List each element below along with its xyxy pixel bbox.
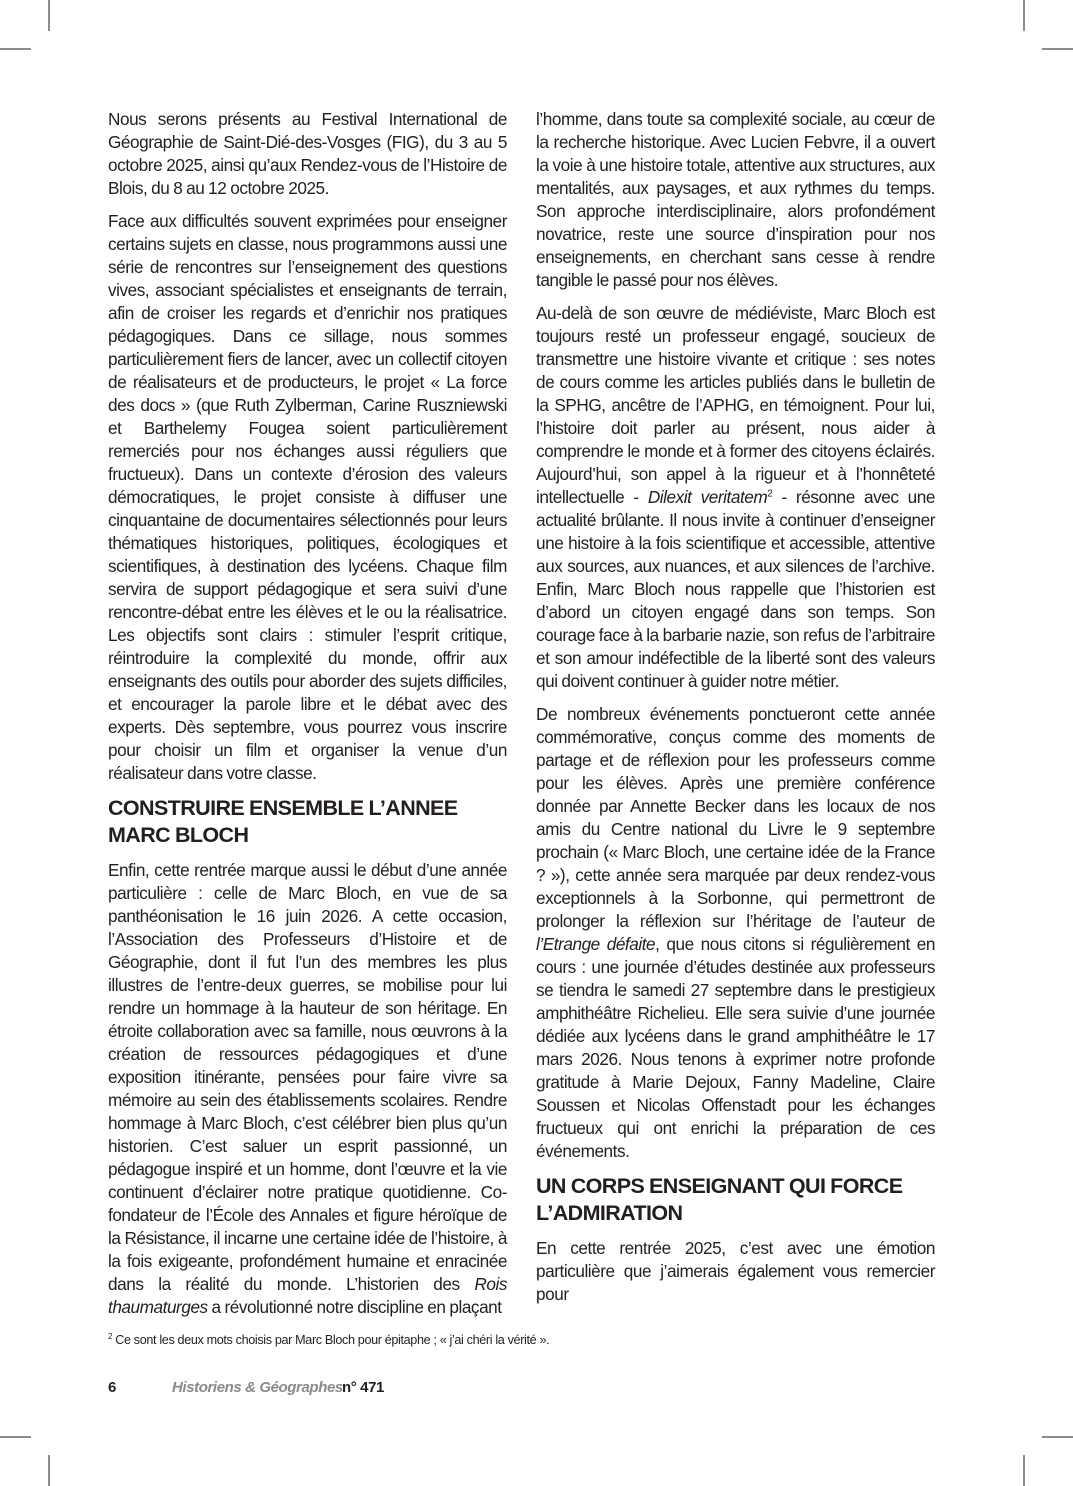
heading-line: CONSTRUIRE ENSEMBLE L’ANNEE <box>108 796 458 820</box>
footnote-reference[interactable]: 2 <box>767 488 773 500</box>
footnote-text: Ce sont les deux mots choisis par Marc Bloch pour épitaphe ; « j’ai chéri la vérité ». <box>112 1333 550 1347</box>
journal-title: Historiens & Géographes <box>172 1379 343 1396</box>
section-heading-corps-enseignant <box>536 1173 935 1227</box>
crop-mark <box>1023 1455 1025 1486</box>
italic-title-etrange-defaite: l’Etrange défaite <box>536 934 656 954</box>
paragraph-histoire-totale: l’homme, dans toute sa complexité sociale, au cœur de la recherche historique. Avec Lucien Febvre, il a ouvert la voie à une histoire totale, attentive aux structures, aux mentalités, aux paysages, et aux rythmes du temps. Son approche interdisciplinaire, alors profondément novatrice, reste une source d’inspiration pour nos enseignements, en cherchant sans cesse à rendre tangible le passé pour nos élèves. <box>536 109 935 290</box>
crop-mark <box>48 1455 50 1486</box>
crop-mark <box>0 1436 31 1438</box>
footnote <box>108 1333 549 1347</box>
paragraph-festivals: Nous serons présents au Festival International de Géographie de Saint-Dié-des-Vosges (FIG), du 3 au 5 octobre 2025, ainsi qu’aux Rendez-vous de l’Histoire de Blois, du 8 au 12 octobre 2025. <box>108 109 507 198</box>
crop-mark <box>1042 48 1073 50</box>
paragraph-evenements <box>536 703 935 1163</box>
text-run: Enfin, cette rentrée marque aussi le début d’une année particulière : celle de Marc Bloch, en vue de sa panthéonisation le 16 juin 2026. A cette occasion, l’Association des Professeurs d’Histoire et de Géographie, dont il fut l’un des membres les plus illustres de l’entre-deux guerres, se mobilise pour lui rendre un hommage à la hauteur de son héritage. En étroite collaboration avec sa famille, nous œuvrons à la création de ressources pédagogiques et d’une exposition itinérante, pensées pour faire vivre sa mémoire au sein des établissements scolaires. Rendre hommage à Marc Bloch, c’est célébrer bien plus qu’un historien. C’est saluer un esprit passionné, un pédagogue inspiré et un homme, dont l’œuvre et la vie continuent d’éclairer notre pratique quotidienne. Co-fondateur de l’École des Annales et figure héroïque de la Résistance, il incarne une certaine idée de l’histoire, à la fois exigeante, profondément humaine et enracinée dans la réalité du monde. L’historien des <box>108 860 507 1294</box>
crop-mark <box>48 0 50 31</box>
text-run: Au-delà de son œuvre de médiéviste, Marc Bloch est toujours resté un professeur engagé, soucieux de transmettre une histoire vivante et critique : ses notes de cours comme les articles publiés dans le bulletin de la SPHG, ancêtre de l’APHG, en témoignent. Pour lui, l’histoire doit parler au présent, nous aider à comprendre le monde et à former des citoyens éclairés. Aujourd’hui, son appel à la rigueur et à l’honnêteté intellectuelle - <box>536 303 935 507</box>
paragraph-professeur-engage <box>536 302 935 693</box>
footnote-number: 2 <box>108 1331 113 1341</box>
issue-number: n° 471 <box>342 1379 384 1396</box>
paragraph-force-des-docs: Face aux difficultés souvent exprimées pour enseigner certains sujets en classe, nous programmons aussi une série de rencontres sur l’enseignement des questions vives, associant spécialistes et enseignants de terrain, afin de croiser les regards et d’enrichir nos pratiques pédagogiques. Dans ce sillage, nous sommes particulièrement fiers de lancer, avec un collectif citoyen de réalisateurs et de producteurs, le projet « La force des docs » (que Ruth Zylberman, Carine Ruszniewski et Barthelemy Fougea soient particulièrement remerciés pour nos échanges aussi réguliers que fructueux). Dans un contexte d’érosion des valeurs démocratiques, le projet consiste à diffuser une cinquantaine de documentaires sélectionnés pour leurs thématiques historiques, politiques, écologiques et scientifiques, à destination des lycéens. Chaque film servira de support pédagogique et sera suivi d’une rencontre-débat entre les élèves et le ou la réalisatrice. Les objectifs sont clairs : stimuler l’esprit critique, réintroduire la complexité du monde, offrir aux enseignants des outils pour aborder des sujets difficiles, et encourager la parole libre et le débat avec des experts. Dès septembre, vous pourrez vous inscrire pour choisir un film et organiser la venue d’un réalisateur dans votre classe. <box>108 211 507 783</box>
paragraph-marc-bloch-year <box>108 859 507 1319</box>
heading-line: L’ADMIRATION <box>536 1201 683 1225</box>
crop-mark <box>1023 0 1025 31</box>
left-column <box>108 108 507 1329</box>
right-column <box>536 108 935 1316</box>
section-heading-marc-bloch <box>108 795 507 849</box>
text-run: a révolutionné notre discipline en plaçant <box>207 1297 502 1317</box>
crop-mark <box>1042 1436 1073 1438</box>
paragraph-rentree-2025: En cette rentrée 2025, c’est avec une émotion particulière que j’aimerais également vous remercier pour <box>536 1238 935 1304</box>
text-run: , que nous citons si régulièrement en cours : une journée d’études destinée aux professeurs se tiendra le samedi 27 septembre dans le prestigieux amphithéâtre Richelieu. Elle sera suivie d’une journée dédiée aux lycéens dans le grand amphithéâtre le 17 mars 2026. Nous tenons à exprimer notre profonde gratitude à Marie Dejoux, Fanny Madeline, Claire Soussen et Nicolas Offenstadt pour les échanges fructueux qui ont enrichi la préparation de ces événements. <box>536 934 935 1161</box>
heading-line: MARC BLOCH <box>108 823 249 847</box>
text-run: De nombreux événements ponctueront cette année commémorative, conçus comme des moments de partage et de réflexion pour les professeurs comme pour les élèves. Après une première conférence donnée par Annette Becker dans les locaux de nos amis du Centre national du Livre le 9 septembre prochain (« Marc Bloch, une certaine idée de la France ? »), cette année sera marquée par deux rendez-vous exceptionnels à la Sorbonne, qui permettront de prolonger la réflexion sur l’héritage de l’auteur de <box>536 704 935 931</box>
italic-quote-dilexit-veritatem: Dilexit veritatem <box>647 487 768 507</box>
italic-title-rois-thaumaturges: Rois thaumaturges <box>108 1274 507 1317</box>
text-run: - résonne avec une actualité brûlante. Il nous invite à continuer d’enseigner une histoire à la fois scientifique et accessible, attentive aux sources, aux nuances, et aux silences de l’archive. Enfin, Marc Bloch nous rappelle que l’historien est d’abord un citoyen engagé dans son temps. Son courage face à la barbarie nazie, son refus de l’arbitraire et son amour indéfectible de la liberté sont des valeurs qui doivent continuer à guider notre métier. <box>536 487 935 691</box>
page-number: 6 <box>108 1379 116 1396</box>
heading-line: UN CORPS ENSEIGNANT QUI FORCE <box>536 1174 903 1198</box>
crop-mark <box>0 48 31 50</box>
